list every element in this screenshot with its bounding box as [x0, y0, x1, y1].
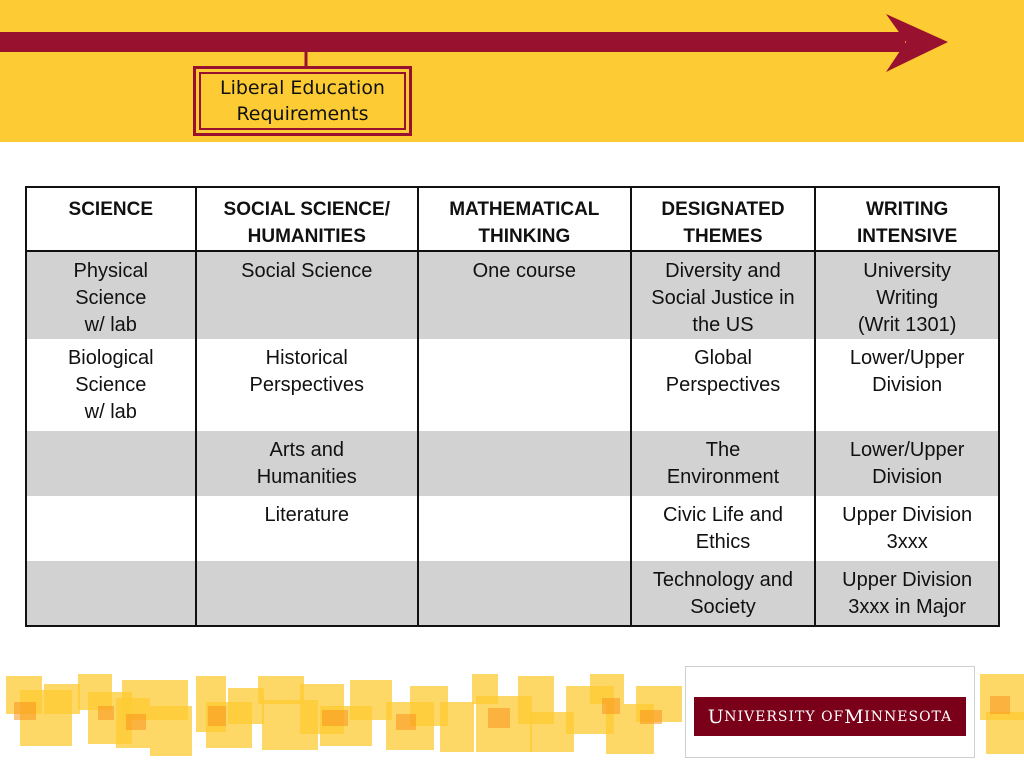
logo-wordmark — [694, 697, 966, 736]
cell-line: Historical — [265, 347, 348, 369]
table-cell — [815, 251, 999, 339]
table-cell — [815, 339, 999, 431]
cell-line: Perspectives — [249, 374, 364, 396]
cell-line: Global — [694, 347, 752, 369]
logo-letter: M — [844, 705, 865, 728]
header-line: SCIENCE — [68, 199, 153, 220]
cell-line: Physical — [73, 260, 149, 282]
logo-text: NIVERSITY OF — [724, 708, 845, 725]
header-science — [26, 187, 196, 251]
header-line: MATHEMATICAL — [449, 199, 600, 220]
table-cell — [26, 339, 196, 431]
table-cell — [815, 561, 999, 626]
table-cell — [418, 496, 631, 561]
cell-line: Perspectives — [665, 374, 781, 396]
header-line: WRITING — [866, 199, 949, 220]
table-cell — [631, 561, 816, 626]
cell-line: Civic Life and — [662, 504, 784, 526]
logo-letter: U — [707, 705, 725, 728]
cell-line: Diversity and — [665, 260, 781, 282]
table-cell — [418, 431, 631, 496]
table-header-row — [26, 187, 999, 251]
header-designated-themes — [631, 187, 816, 251]
table-cell — [418, 561, 631, 626]
header-line: HUMANITIES — [247, 226, 366, 247]
cell-line: Writing — [876, 287, 939, 309]
arrow-icon — [0, 0, 1024, 142]
cell-line: The — [705, 439, 741, 461]
cell-line: w/ lab — [84, 314, 137, 336]
cell-line: Division — [872, 374, 943, 396]
table-cell — [196, 339, 418, 431]
table-cell — [418, 339, 631, 431]
header-line: DESIGNATED — [661, 199, 785, 220]
table-row — [26, 251, 999, 339]
cell-line: Social Justice in — [651, 287, 795, 309]
cell-line: Upper Division — [842, 569, 973, 591]
cell-line: Science — [75, 287, 147, 309]
cell-line: Arts and — [269, 439, 344, 461]
cell-line: Ethics — [695, 531, 751, 553]
cell-line: One course — [472, 260, 576, 282]
header-mathematical-thinking — [418, 187, 631, 251]
table-cell — [815, 496, 999, 561]
table-cell — [631, 251, 816, 339]
cell-line: the US — [692, 314, 754, 336]
cell-line: University — [863, 260, 952, 282]
table-cell — [631, 339, 816, 431]
table-row — [26, 431, 999, 496]
cell-line: Social Science — [241, 260, 373, 282]
cell-line: Humanities — [256, 466, 357, 488]
header-writing-intensive — [815, 187, 999, 251]
cell-line: 3xxx — [886, 531, 928, 553]
table-cell — [196, 251, 418, 339]
header-line: THINKING — [478, 226, 571, 247]
table-cell — [815, 431, 999, 496]
table-row — [26, 496, 999, 561]
cell-line: Science — [75, 374, 147, 396]
logo-text: INNESOTA — [864, 708, 953, 725]
cell-line: Biological — [67, 347, 154, 369]
slide-title — [199, 72, 406, 130]
cell-line: Literature — [264, 504, 349, 526]
table-row — [26, 339, 999, 431]
slide-title-box — [193, 66, 412, 136]
table-cell — [26, 496, 196, 561]
table-cell — [631, 431, 816, 496]
table-cell — [196, 431, 418, 496]
header-line: THEMES — [683, 226, 763, 247]
table-row — [26, 561, 999, 626]
cell-line: Upper Division — [842, 504, 973, 526]
header-social-science — [196, 187, 418, 251]
university-logo — [685, 666, 975, 758]
cell-line: Environment — [666, 466, 780, 488]
slide-title-line: Liberal Education — [220, 77, 385, 99]
table-cell — [196, 496, 418, 561]
header-line: SOCIAL SCIENCE/ — [223, 199, 390, 220]
slide-title-line: Requirements — [236, 103, 369, 125]
table-cell — [418, 251, 631, 339]
table-cell — [26, 431, 196, 496]
cell-line: w/ lab — [84, 401, 137, 423]
cell-line: Lower/Upper — [849, 347, 965, 369]
table-cell — [631, 496, 816, 561]
cell-line: Lower/Upper — [849, 439, 965, 461]
cell-line: Division — [872, 466, 943, 488]
table-cell — [26, 561, 196, 626]
table-cell — [196, 561, 418, 626]
cell-line: (Writ 1301) — [857, 314, 957, 336]
requirements-table — [25, 186, 1000, 627]
cell-line: Society — [690, 596, 756, 618]
header-line: INTENSIVE — [857, 226, 958, 247]
cell-line: 3xxx in Major — [848, 596, 967, 618]
table-cell — [26, 251, 196, 339]
cell-line: Technology and — [652, 569, 794, 591]
